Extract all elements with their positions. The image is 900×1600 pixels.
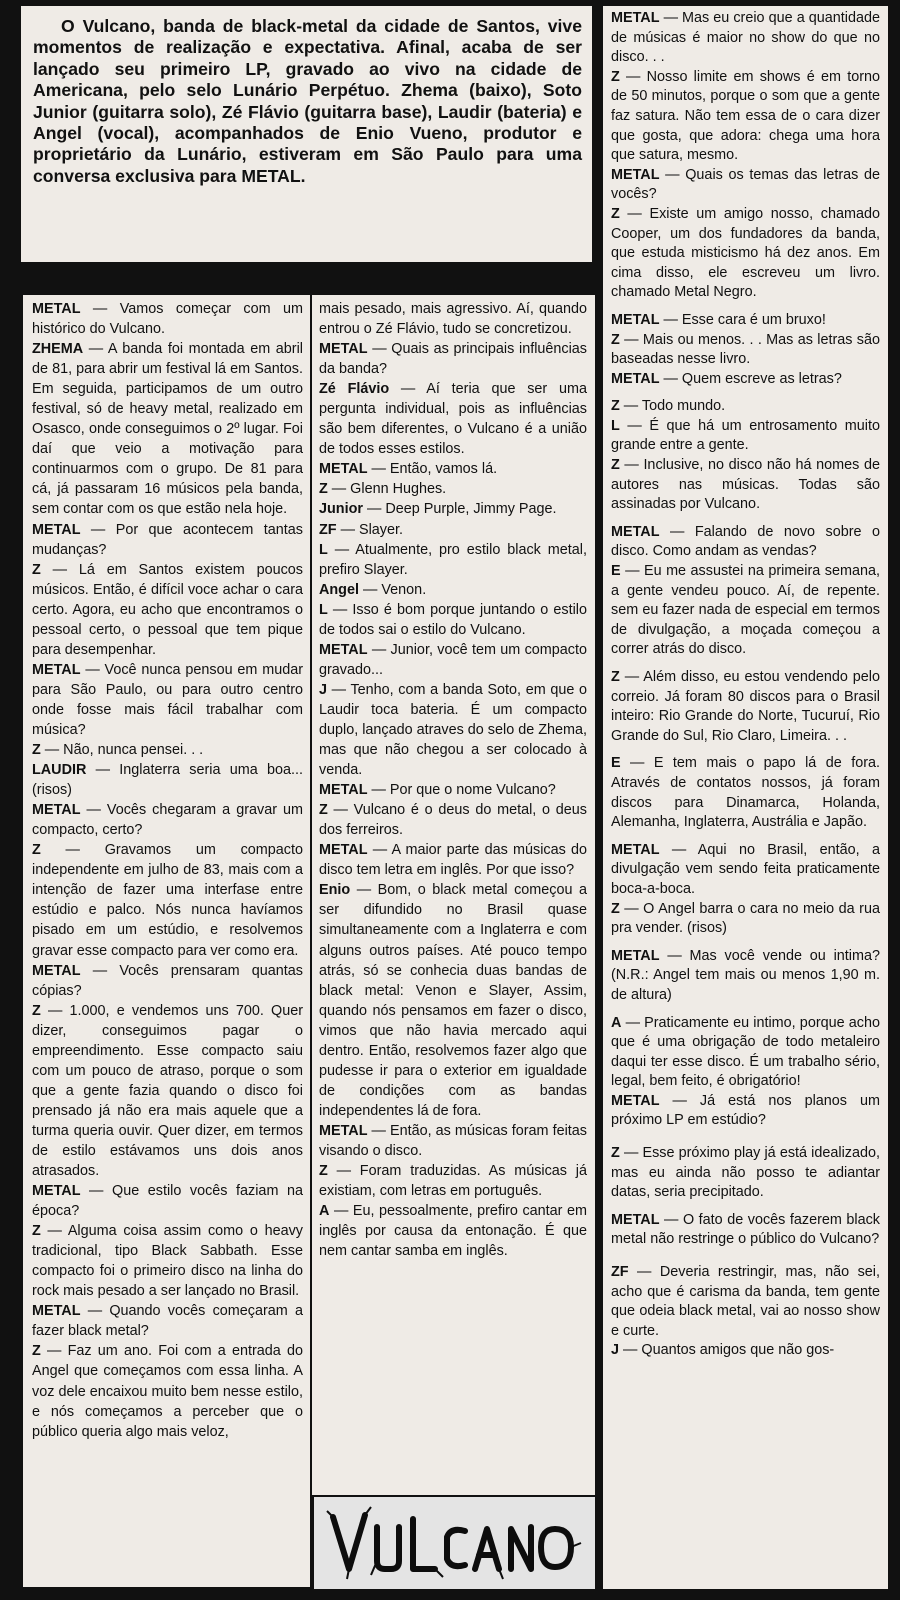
speech: — O fato de vocês fazerem black metal não restringe o público do Vulcano? (611, 1211, 880, 1248)
speaker: Z (32, 1223, 41, 1240)
interview-paragraph (611, 1341, 880, 1361)
speaker: E (611, 755, 621, 772)
speech: — Aqui no Brasil, então, a divulgação vem sendo feita praticamente boca-a-boca. (611, 841, 880, 897)
interview-paragraph (32, 760, 303, 800)
speaker: Enio (319, 882, 351, 899)
interview-paragraph (611, 1092, 880, 1131)
interview-paragraph (319, 479, 587, 499)
speech: — Deep Purple, Jimmy Page. (362, 501, 557, 518)
speech: — Quem escreve as letras? (659, 370, 842, 387)
interview-paragraph (611, 1263, 880, 1341)
speech: — Tenho, com a banda Soto, em que o Laudir toca bateria. É um compacto duplo, lançado atraves do selo de Zhema, mas que não chegou a ser colocado à venda. (319, 681, 587, 779)
interview-paragraph (611, 331, 880, 370)
interview-paragraph (319, 780, 587, 800)
interview-paragraph (32, 560, 303, 660)
speech: — Junior, você tem um compacto gravado... (319, 641, 587, 678)
speaker: METAL (32, 521, 81, 538)
speech: — Praticamente eu intimo, porque acho que é uma obrigação de todo metaleiro daqui ter esse disco. É um trabalho sério, legal, bem feito, é obrigatório! (611, 1014, 880, 1090)
speaker: METAL (32, 802, 81, 819)
interview-paragraph (611, 417, 880, 456)
speaker: Angel (319, 581, 359, 598)
speaker: METAL (611, 370, 660, 387)
speaker: Zé Flávio (319, 381, 390, 398)
speech: — Venon. (358, 581, 427, 598)
speaker: METAL (319, 842, 368, 859)
interview-paragraph (32, 520, 303, 560)
speaker: Z (319, 481, 328, 498)
interview-paragraph (32, 1001, 303, 1181)
speech: — 1.000, e vendemos uns 700. Quer dizer, conseguimos pagar o empreendimento. Esse compacto saiu com um pouco de atraso, porque o som que a gente fazia quando o disco foi prensado já não era mais aquele que a turma queria ouvir. Quer dizer, em termos de estilo estávamos uns dois anos atrasados. (32, 1002, 303, 1180)
speech: — Vocês chegaram a gravar um compacto, certo? (32, 802, 303, 839)
speech: — Deveria restringir, mas, não sei, acho que é carisma da banda, tem gente que odeia black metal, vai ao nosso show e curte. (611, 1264, 880, 1339)
speaker: ZHEMA (32, 341, 84, 358)
vulcano-logo (314, 1497, 595, 1589)
interview-column-1 (23, 295, 310, 1587)
speech: — Inglaterra seria uma boa... (risos) (32, 762, 303, 799)
speech: — Além disso, eu estou vendendo pelo correio. Já foram 80 discos para o Brasil inteiro: Rio Grande do Norte, Tucuruí, Rio Grande do Sul, Rio Claro, Limeira. . . (611, 669, 880, 744)
speech: — Todo mundo. (619, 398, 726, 415)
speech: — Você nunca pensou em mudar para São Paulo, ou para outro centro onde fosse mais fácil trabalhar com música? (32, 661, 303, 738)
speech: — Já está nos planos um próximo LP em estúdio? (611, 1092, 880, 1129)
speech: — E tem mais o papo lá de fora. Através de contatos nossos, já foram discos para Dinamarca, Holanda, Alemanha, Inglaterra, Austrália e Japão. (611, 755, 880, 831)
interview-paragraph (611, 9, 880, 68)
interview-paragraph (611, 370, 880, 390)
speech: — Alguma coisa assim como o heavy tradicional, tipo Black Sabbath. Esse compacto foi o primeiro disco na linha do rock mais pesado a ser lançado no Brasil. (32, 1223, 303, 1300)
speech: — Quais os temas das letras de vocês? (611, 166, 880, 203)
speech: — Mas você vende ou intima? (N.R.: Angel tem mais ou menos 1,90 m. de altura) (611, 947, 880, 1003)
interview-paragraph (32, 961, 303, 1001)
speaker: METAL (319, 341, 368, 358)
speech: — Lá em Santos existem poucos músicos. Então, é difícil voce achar o cara certo. Agora, eu acho que encontramos o pessoal certo, o pessoal que tem pique para desempenhar. (32, 561, 303, 658)
speech: — Vulcano é o deus do metal, o deus dos ferreiros. (319, 802, 587, 839)
interview-column-3 (603, 6, 888, 1589)
interview-paragraph (32, 299, 303, 339)
interview-paragraph (319, 600, 587, 640)
interview-paragraph (32, 1181, 303, 1221)
speaker: L (611, 417, 620, 434)
speaker: METAL (32, 962, 81, 979)
speaker: Z (319, 1163, 328, 1180)
speech: — Falando de novo sobre o disco. Como andam as vendas? (611, 523, 880, 560)
speaker: METAL (611, 1211, 660, 1228)
speech: — Eu, pessoalmente, prefiro cantar em inglês por causa da entonação. É que nem cantar samba em inglês. (319, 1203, 587, 1260)
speaker: METAL (32, 661, 81, 678)
interview-column-2 (312, 295, 595, 1495)
interview-paragraph (32, 840, 303, 960)
intro-paragraph: O Vulcano, banda de black-metal da cidade de Santos, vive momentos de realização e expectativa. Afinal, acaba de ser lançado seu primeiro LP, gravado ao vivo na cidade de Americana, pelo selo Lunário Perpétuo. Zhema (baixo), Soto Junior (guitarra solo), Zé Flávio (guitarra base), Laudir (bateria) e Angel (vocal), acompanhados de Enio Vueno, produtor e proprietário da Lunário, estiveram em São Paulo para uma conversa exclusiva para METAL. (21, 6, 592, 262)
interview-paragraph (32, 339, 303, 519)
speech: — Nosso limite em shows é em torno de 50 minutos, porque o som que a gente faz satura. Não tem essa de o cara dizer que gosta, que adora: chega uma hora que satura, mesmo. (611, 68, 880, 164)
speaker: METAL (611, 311, 660, 328)
speaker: ZF (611, 1264, 629, 1281)
speech: — Esse próximo play já está idealizado, mas eu ainda não posso te adiantar datas, seria precipitado. (611, 1145, 880, 1201)
interview-paragraph (611, 841, 880, 900)
speaker: Z (611, 68, 620, 85)
speaker: METAL (611, 1092, 660, 1109)
speech: — Faz um ano. Foi com a entrada do Angel que começamos com essa linha. A voz dele encaixou muito bem nesse estilo, e nós começamos a perceber que o público queria algo mais veloz, (32, 1343, 303, 1440)
interview-paragraph (319, 640, 587, 680)
speaker: Z (611, 1145, 620, 1162)
speaker: Z (611, 331, 620, 348)
speaker: Z (32, 742, 41, 759)
speaker: METAL (611, 523, 660, 540)
speech: — Bom, o black metal começou a ser difundido no Brasil quase simultaneamente com a Inglaterra e com alguns outros países. Até pouco tempo atrás, só se conhecia duas bandas de black metal: Venon e Slayer, Assim, quando nós pensamos em fazer o disco, vimos que não havia mercado aqui dentro. Então, resolvemos fazer algo que pudesse ir para o exterior em igualdade de condições com as bandas independentes lá de fora. (319, 882, 587, 1119)
speech: — Vamos começar com um histórico do Vulcano. (32, 301, 303, 338)
vulcano-logo-art (325, 1503, 585, 1583)
speaker: Z (32, 842, 41, 859)
speech: — Vocês prensaram quantas cópias? (32, 962, 303, 999)
interview-paragraph (319, 339, 587, 379)
speaker: J (319, 681, 328, 698)
interview-paragraph (611, 1014, 880, 1092)
interview-paragraph (611, 456, 880, 515)
interview-paragraph (319, 800, 587, 840)
interview-paragraph (319, 459, 587, 479)
interview-paragraph (611, 900, 880, 939)
speech: — Não, nunca pensei. . . (40, 742, 204, 759)
interview-paragraph (319, 1201, 587, 1261)
interview-paragraph (32, 1221, 303, 1301)
speech: — Eu me assustei na primeira semana, a gente vendeu pouco. Aí, de repente. sem eu fazer nada de especial em termos de divulgação, a moçada começou a correr atrás do disco. (611, 563, 880, 658)
speech: — Quantos amigos que não gos- (619, 1342, 835, 1359)
speaker: A (319, 1203, 330, 1220)
speaker: A (611, 1014, 622, 1031)
speech: — Quando vocês começaram a fazer black metal? (32, 1303, 303, 1340)
speech: — Slayer. (336, 521, 403, 538)
interview-paragraph (319, 680, 587, 780)
speech: — Que estilo vocês faziam na época? (32, 1183, 303, 1220)
interview-paragraph (611, 205, 880, 303)
speaker: Z (611, 669, 620, 685)
speaker: METAL (319, 641, 368, 658)
speech: — Então, as músicas foram feitas visando o disco. (319, 1122, 587, 1159)
speaker: METAL (611, 166, 660, 183)
speaker: Z (611, 205, 620, 222)
interview-paragraph (32, 1341, 303, 1441)
speech: — Inclusive, no disco não há nomes de autores nas músicas. Todas são assinadas por Vulcano. (611, 457, 880, 513)
speaker: Z (611, 900, 620, 917)
speaker: J (611, 1342, 620, 1359)
speaker: Z (611, 398, 620, 415)
speaker: METAL (32, 301, 81, 317)
speaker: L (319, 601, 328, 618)
speech: — A banda foi montada em abril de 81, para abrir um festival lá em Santos. Em seguida, participamos de um outro festival, só de heavy metal, realizado em Osasco, onde conseguimos o 2º lugar. Foi daí que veio a motivação para continuarmos com o grupo. De 81 para cá, já passaram 16 músicos pela banda, sem contar com os que estão nela hoje. (32, 341, 303, 518)
speech: — O Angel barra o cara no meio da rua pra vender. (risos) (611, 900, 880, 937)
interview-paragraph (319, 379, 587, 459)
speaker: L (319, 541, 328, 558)
interview-paragraph (611, 668, 880, 746)
speech: — Mas eu creio que a quantidade de músicas é maior no show do que no disco. . . (611, 10, 880, 66)
speaker: METAL (32, 1183, 81, 1200)
interview-paragraph (319, 880, 587, 1121)
speech: — Por que o nome Vulcano? (367, 782, 556, 799)
speaker: Junior (319, 501, 363, 518)
interview-paragraph (611, 1144, 880, 1203)
speech: — Esse cara é um bruxo! (659, 311, 826, 328)
speech: — Por que acontecem tantas mudanças? (32, 521, 303, 558)
interview-paragraph (611, 1211, 880, 1250)
speech: mais pesado, mais agressivo. Aí, quando entrou o Zé Flávio, tudo se concretizou. (319, 301, 587, 338)
interview-paragraph (611, 947, 880, 1006)
speech: — Mais ou menos. . . Mas as letras são baseadas nesse livro. (611, 331, 880, 368)
speaker: METAL (319, 1122, 368, 1139)
speaker: Z (32, 1343, 41, 1360)
speech: — Gravamos um compacto independente em julho de 83, mais com a intenção de fazer uma interfase entre estúdio e palco. Nós nunca havíamos pisado em um estúdio, e resolvemos gravar esse compacto para ver como era. (32, 842, 303, 959)
speaker: Z (32, 561, 41, 578)
speaker: LAUDIR (32, 762, 87, 779)
interview-paragraph (319, 499, 587, 519)
interview-paragraph (611, 166, 880, 205)
speaker: Z (32, 1002, 41, 1019)
speech: — Então, vamos lá. (367, 461, 498, 478)
speech: — Isso é bom porque juntando o estilo de todos sai o estilo do Vulcano. (319, 601, 587, 638)
interview-paragraph (32, 660, 303, 740)
speech: — Aí teria que ser uma pergunta individual, pois as influências são bem diferentes, o Vulcano é a união de todos esses estilos. (319, 381, 587, 458)
interview-paragraph (319, 540, 587, 580)
interview-paragraph (32, 1301, 303, 1341)
interview-paragraph (32, 740, 303, 760)
speech: — É que há um entrosamento muito grande entre a gente. (611, 417, 880, 454)
speaker: METAL (611, 10, 660, 26)
speech: — Existe um amigo nosso, chamado Cooper, um dos fundadores da banda, que estuda misticismo há dez anos. Em cima disso, ele escreveu um livro. chamado Metal Negro. (611, 205, 880, 301)
speaker: Z (319, 802, 328, 819)
speaker: METAL (611, 841, 660, 858)
interview-paragraph (611, 523, 880, 562)
speaker: E (611, 563, 621, 580)
interview-paragraph (319, 1161, 587, 1201)
speech: — A maior parte das músicas do disco tem letra em inglês. Por que isso? (319, 842, 587, 879)
speaker: ZF (319, 521, 337, 538)
speech: — Atualmente, pro estilo black metal, prefiro Slayer. (319, 541, 587, 578)
interview-paragraph (319, 520, 587, 540)
speaker: Z (611, 457, 620, 474)
interview-paragraph (319, 840, 587, 880)
speaker: METAL (319, 461, 368, 478)
speaker: METAL (32, 1303, 81, 1320)
speech: — Foram traduzidas. As músicas já existiam, com letras em português. (319, 1163, 587, 1200)
interview-paragraph (611, 311, 880, 331)
interview-paragraph (319, 1121, 587, 1161)
speaker: METAL (611, 947, 660, 964)
interview-paragraph (611, 562, 880, 660)
speech: — Glenn Hughes. (327, 481, 447, 498)
interview-paragraph (319, 299, 587, 339)
interview-paragraph (319, 580, 587, 600)
interview-paragraph (611, 68, 880, 166)
interview-paragraph (611, 754, 880, 832)
interview-paragraph (611, 397, 880, 417)
speaker: METAL (319, 782, 368, 799)
interview-paragraph (32, 800, 303, 840)
speech: — Quais as principais influências da banda? (319, 341, 587, 378)
